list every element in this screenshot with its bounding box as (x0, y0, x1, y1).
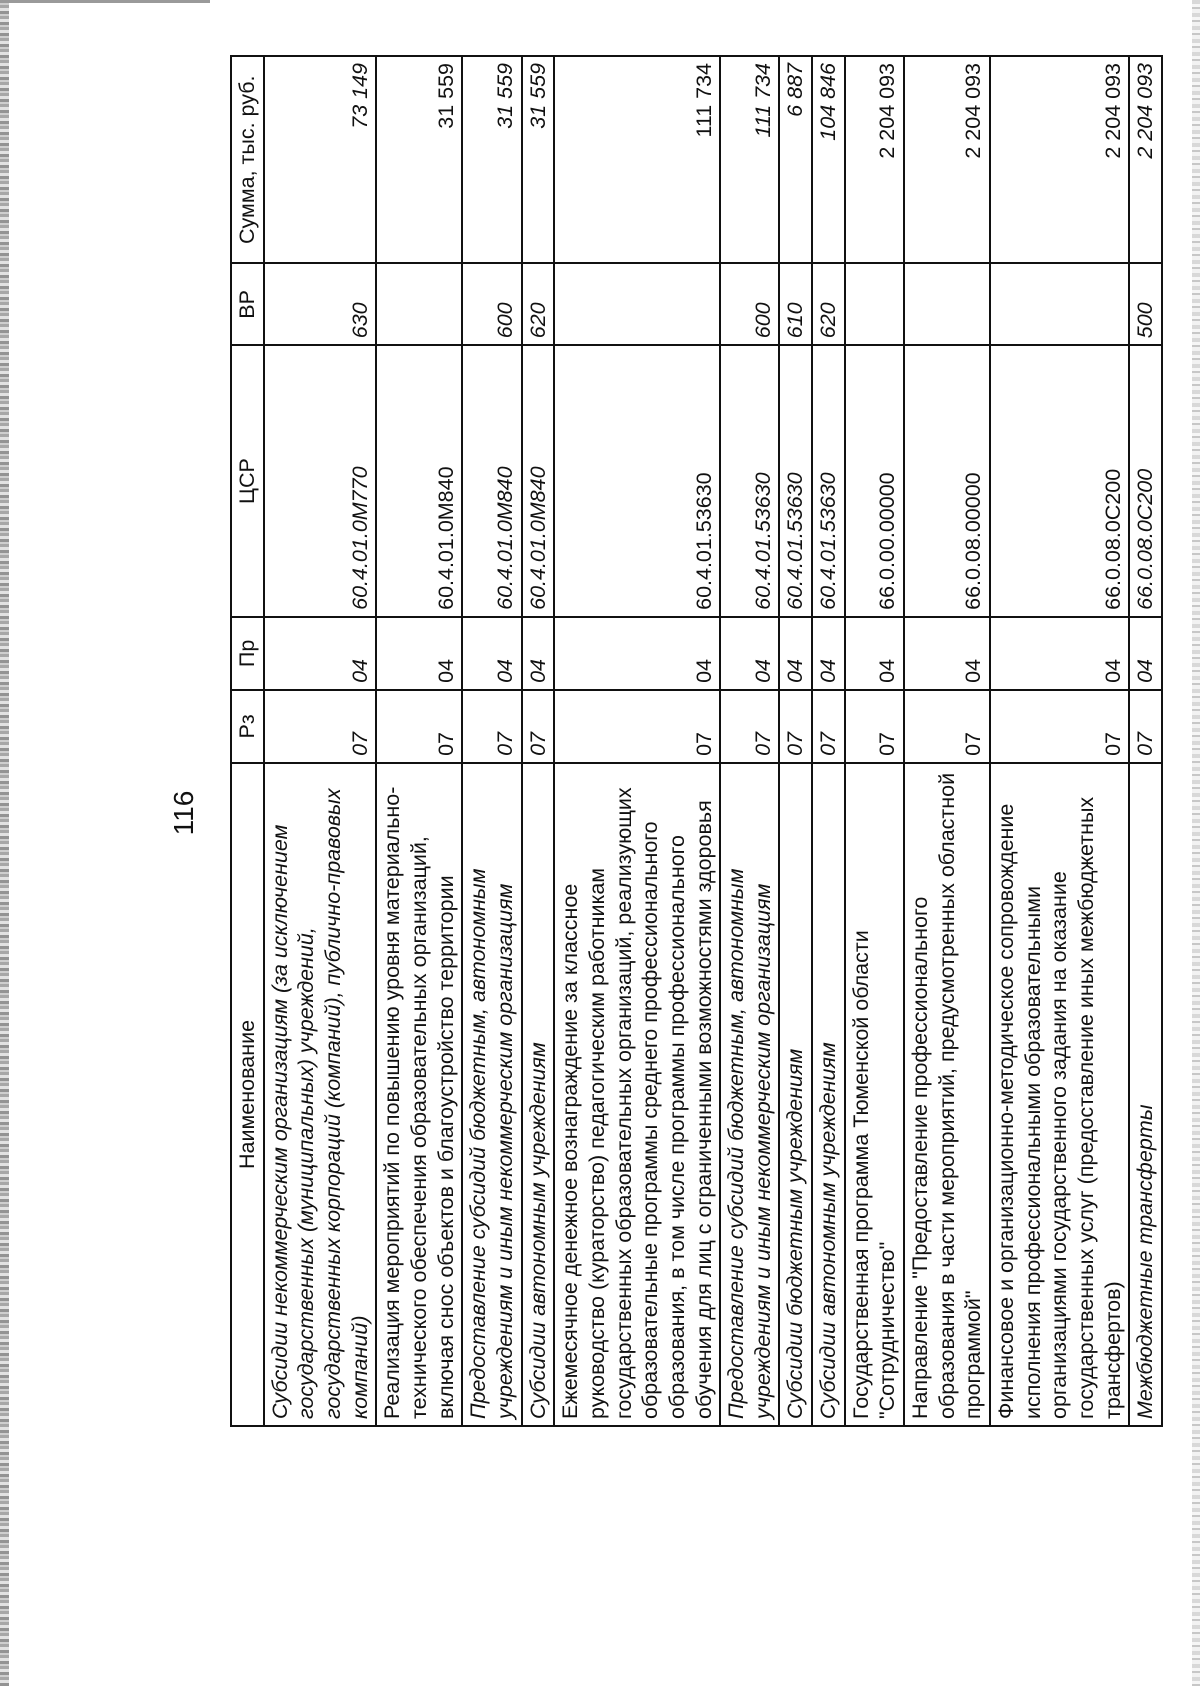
table-header-row (231, 56, 264, 1426)
table-row (845, 56, 904, 1426)
header-pr: Пр (231, 617, 264, 690)
row-csr: 60.4.01.0М840 (376, 345, 462, 617)
row-vr: 600 (720, 263, 779, 345)
row-csr: 66.0.08.0С200 (1129, 345, 1162, 617)
page-number: 116 (168, 790, 199, 836)
row-csr: 66.0.00.00000 (845, 345, 904, 617)
row-vr (554, 263, 720, 345)
row-pr: 04 (554, 617, 720, 690)
row-sum: 2 204 093 (904, 56, 990, 263)
row-csr: 60.4.01.0М840 (462, 345, 521, 617)
row-vr (990, 263, 1129, 345)
row-csr: 60.4.01.53630 (812, 345, 845, 617)
row-vr: 610 (779, 263, 812, 345)
row-vr: 600 (462, 263, 521, 345)
row-name: Предоставление субсидий бюджетным, автономным учреждениям и иным некоммерческим организациям (720, 763, 779, 1426)
row-sum: 6 887 (779, 56, 812, 263)
row-csr: 60.4.01.53630 (779, 345, 812, 617)
row-vr (845, 263, 904, 345)
row-rz: 07 (376, 690, 462, 763)
row-vr (904, 263, 990, 345)
row-rz: 07 (812, 690, 845, 763)
table-row (904, 56, 990, 1426)
table-row (720, 56, 779, 1426)
row-sum: 104 846 (812, 56, 845, 263)
row-name: Реализация мероприятий по повышению уровня материально-технического обеспечения образовательных организаций, включая снос объектов и благоустройство территории (376, 763, 462, 1426)
row-name: Субсидии автономным учреждениям (522, 763, 555, 1426)
row-sum: 2 204 093 (1129, 56, 1162, 263)
header-rz: Рз (231, 690, 264, 763)
table-row (376, 56, 462, 1426)
budget-table (230, 55, 1163, 1427)
row-name: Субсидии бюджетным учреждениям (779, 763, 812, 1426)
row-vr: 620 (812, 263, 845, 345)
table-row (779, 56, 812, 1426)
row-rz: 07 (522, 690, 555, 763)
row-name: Межбюджетные трансферты (1129, 763, 1162, 1426)
scan-edge-left (0, 0, 9, 1686)
row-sum: 111 734 (720, 56, 779, 263)
row-name: Субсидии автономным учреждениям (812, 763, 845, 1426)
row-vr: 630 (264, 263, 377, 345)
row-pr: 04 (264, 617, 377, 690)
row-vr (376, 263, 462, 345)
row-pr: 04 (990, 617, 1129, 690)
row-pr: 04 (522, 617, 555, 690)
row-pr: 04 (845, 617, 904, 690)
table-row (554, 56, 720, 1426)
row-name: Финансовое и организационно-методическое сопровождение исполнения профессиональными образовательными организациями государственного задания на оказание государственных услуг (предоставление иных межбюджетных трансфертов) (990, 763, 1129, 1426)
row-vr: 500 (1129, 263, 1162, 345)
row-rz: 07 (845, 690, 904, 763)
header-vr: ВР (231, 263, 264, 345)
row-rz: 07 (990, 690, 1129, 763)
scan-edge-right (1192, 0, 1200, 1686)
table-row (812, 56, 845, 1426)
row-pr: 04 (1129, 617, 1162, 690)
table-row (990, 56, 1129, 1426)
row-pr: 04 (462, 617, 521, 690)
row-csr: 66.0.08.00000 (904, 345, 990, 617)
row-rz: 07 (779, 690, 812, 763)
row-rz: 07 (554, 690, 720, 763)
row-sum: 31 559 (462, 56, 521, 263)
row-pr: 04 (720, 617, 779, 690)
row-pr: 04 (376, 617, 462, 690)
row-sum: 73 149 (264, 56, 377, 263)
table-row (522, 56, 555, 1426)
row-pr: 04 (812, 617, 845, 690)
header-csr: ЦСР (231, 345, 264, 617)
row-rz: 07 (264, 690, 377, 763)
row-sum: 2 204 093 (845, 56, 904, 263)
header-name: Наименование (231, 763, 264, 1426)
row-csr: 66.0.08.0С200 (990, 345, 1129, 617)
row-sum: 2 204 093 (990, 56, 1129, 263)
row-sum: 31 559 (522, 56, 555, 263)
row-vr: 620 (522, 263, 555, 345)
row-name: Направление "Предоставление профессионального образования в части мероприятий, предусмотренных областной программой" (904, 763, 990, 1426)
row-sum: 31 559 (376, 56, 462, 263)
row-name: Ежемесячное денежное вознаграждение за классное руководство (кураторство) педагогическим работникам государственных образовательных организаций, реализующих образовательные программы среднего профессионального образования, в том числе программы профессионального обучения для лиц с ограниченными возможностями здоровья (554, 763, 720, 1426)
table-row (1129, 56, 1162, 1426)
row-name: Субсидии некоммерческим организациям (за исключением государственных (муниципальных) учреждений, государственных корпораций (компаний), публично-правовых компаний) (264, 763, 377, 1426)
row-sum: 111 734 (554, 56, 720, 263)
row-rz: 07 (462, 690, 521, 763)
row-csr: 60.4.01.53630 (720, 345, 779, 617)
row-name: Предоставление субсидий бюджетным, автономным учреждениям и иным некоммерческим организациям (462, 763, 521, 1426)
rotated-document-page (134, 33, 1158, 1593)
row-csr: 60.4.01.0М770 (264, 345, 377, 617)
header-sum: Сумма, тыс. руб. (231, 56, 264, 263)
row-rz: 07 (904, 690, 990, 763)
row-rz: 07 (720, 690, 779, 763)
row-rz: 07 (1129, 690, 1162, 763)
row-pr: 04 (904, 617, 990, 690)
row-name: Государственная программа Тюменской области "Сотрудничество" (845, 763, 904, 1426)
row-csr: 60.4.01.53630 (554, 345, 720, 617)
table-row (264, 56, 377, 1426)
table-row (462, 56, 521, 1426)
scan-edge-top (0, 0, 210, 3)
row-pr: 04 (779, 617, 812, 690)
row-csr: 60.4.01.0М840 (522, 345, 555, 617)
